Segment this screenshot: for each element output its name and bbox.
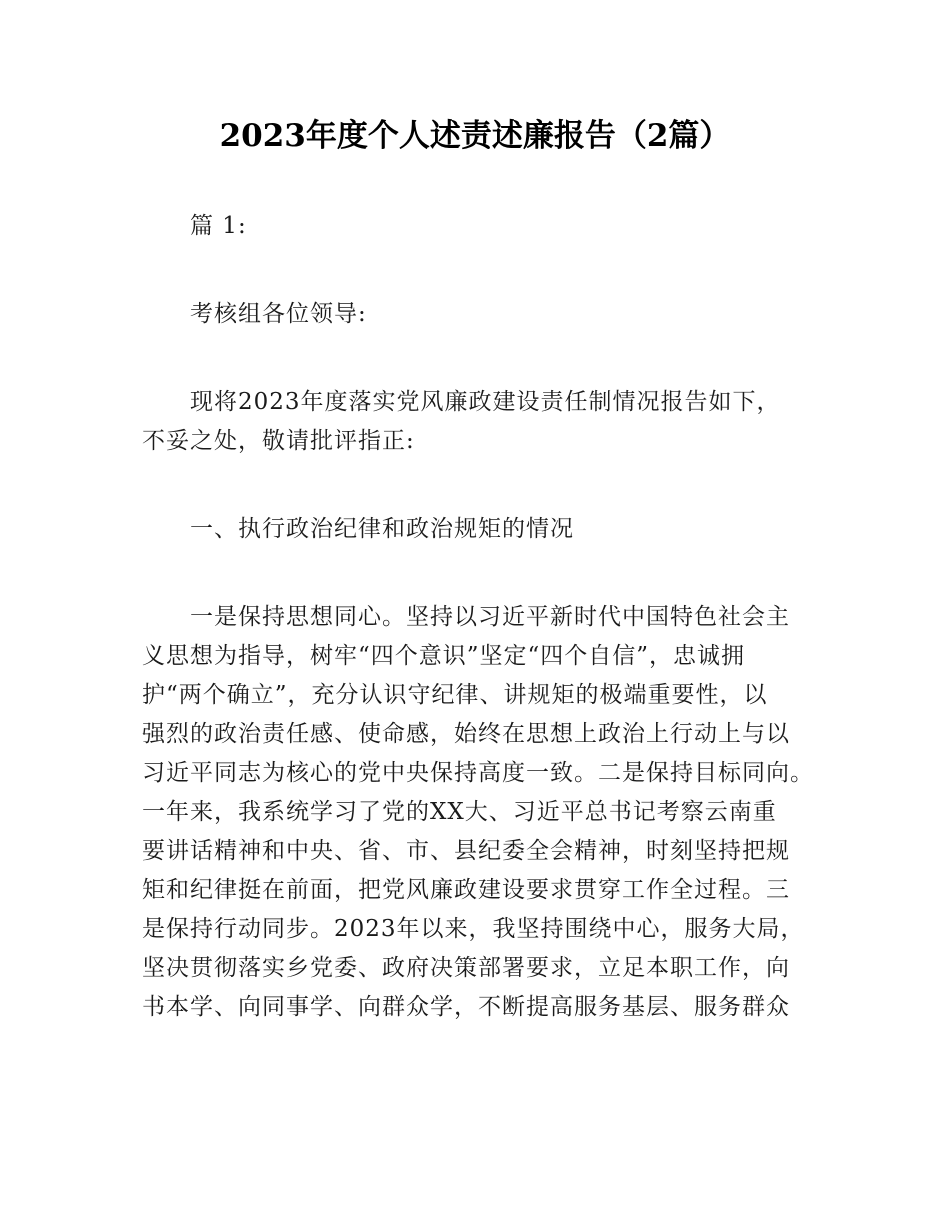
body-line: 坚决贯彻落实乡党委、政府决策部署要求，立足本职工作，向: [142, 955, 790, 981]
body-line: 是保持行动同步。2023年以来，我坚持围绕中心，服务大局，: [142, 916, 805, 942]
section-heading: 一、执行政治纪律和政治规矩的情况: [190, 516, 574, 542]
body-line: 要讲话精神和中央、省、市、县纪委全会精神，时刻坚持把规: [142, 838, 790, 864]
body-line: 护“两个确立”，充分认识守纪律、讲规矩的极端重要性，以: [142, 682, 768, 708]
section-label: 篇 1:: [190, 213, 247, 239]
body-line: 强烈的政治责任感、使命感，始终在思想上政治上行动上与以: [142, 721, 790, 747]
intro-line: 不妥之处，敬请批评指正:: [142, 428, 415, 454]
body-line: 习近平同志为核心的党中央保持高度一致。二是保持目标同向。: [142, 760, 814, 786]
body-paragraph: [142, 598, 820, 1027]
section-label-paragraph: [142, 207, 820, 246]
body-line: 一是保持思想同心。坚持以习近平新时代中国特色社会主: [190, 604, 790, 630]
intro-paragraph: [142, 383, 820, 461]
section-heading-paragraph: [142, 510, 820, 549]
body-line: 义思想为指导，树牢“四个意识”坚定“四个自信”，忠诚拥: [142, 643, 746, 669]
body-line: 矩和纪律挺在前面，把党风廉政建设要求贯穿工作全过程。三: [142, 877, 790, 903]
intro-line: 现将2023年度落实党风廉政建设责任制情况报告如下，: [190, 389, 781, 415]
body-line: 书本学、向同事学、向群众学，不断提高服务基层、服务群众: [142, 994, 790, 1020]
body-line: 一年来，我系统学习了党的XX大、习近平总书记考察云南重: [142, 799, 777, 825]
document-title: 2023年度个人述责述廉报告（2篇）: [219, 118, 731, 154]
salutation: 考核组各位领导:: [190, 301, 367, 327]
salutation-paragraph: [142, 295, 820, 334]
